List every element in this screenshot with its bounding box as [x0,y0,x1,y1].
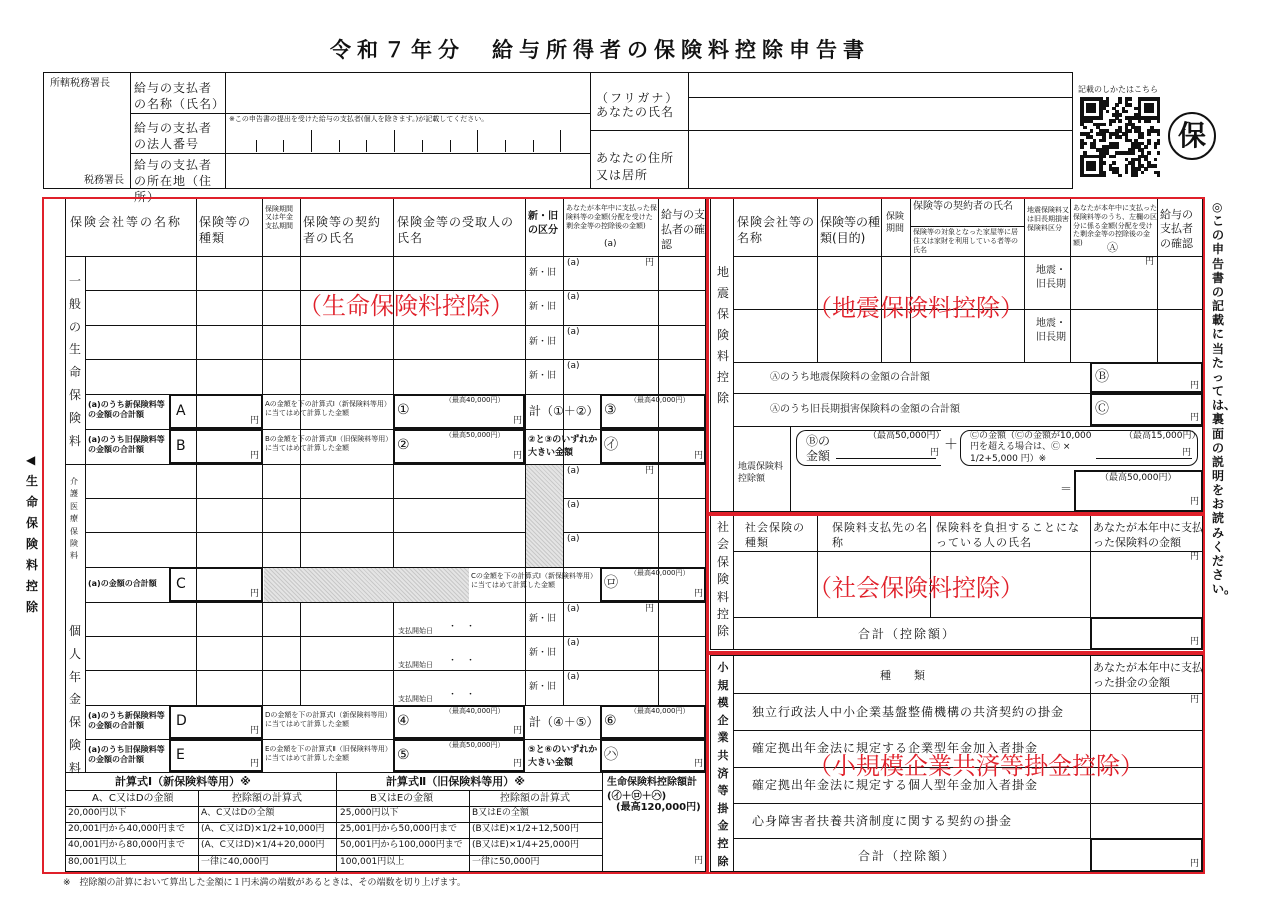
calc-E-label: Eの金額を下の計算式Ⅱ（旧保険料等用）に当てはめて計算した金額 [265,745,392,763]
footnote: ※ 控除額の計算において算出した金額に１円未満の端数があるときは、その端数を切り上げます。 [63,878,466,888]
qr-code-icon[interactable] [1080,97,1160,177]
mark-ro: ㋺ [604,575,618,591]
formula-cell: (B又はE)×1/2+12,500円 [472,824,579,834]
payer-note: ※この申告書の提出を受けた給与の支払者(個人を除きます。)が記載してください。 [229,115,489,123]
mark-3: ③ [604,402,617,418]
small-kind-row: 心身障害者扶養共済制度に関する契約の掛金 [752,814,1013,828]
max-note: （最高50,000円） [868,431,945,441]
life-total-label: 生命保険料控除額計(㋑＋㋺＋㋩) [607,777,697,802]
yen: 円 [513,451,523,461]
formula-1-col-a: A、C又はDの金額 [92,793,174,804]
formula-cell: (B又はE)×1/4+25,000円 [472,840,579,850]
plus-sign: ＋ [944,437,958,453]
a-mark: (a) [567,638,580,648]
max-note: （最高15,000円） [1124,431,1201,441]
newold-select[interactable]: 新・旧 [529,302,557,312]
q-col-name: 保険等の契約者の氏名 [913,201,1013,212]
red-label-small: （小規模企業共済等掛金控除） [808,752,1144,780]
q-c-calc-label: Ⓒの金額（Ⓒの金額が10,000円を超える場合は、Ⓒ × 1/2+5,000 円）※ [970,431,1092,464]
mark-i: ㋑ [604,437,618,453]
a-mark: (a) [567,292,580,302]
your-address-label: あなたの住所又は居所 [596,151,675,182]
formula-cell: 50,001円から100,000円まで [340,840,463,850]
mark-B: B [176,438,186,454]
calc-D-label: Dの金額を下の計算式Ⅰ（新保険料等用）に当てはめて計算した金額 [265,711,392,729]
payer-address-label: 給与の支払者の所在地（住所） [134,158,213,205]
max-note: （最高40,000円） [630,396,690,404]
max-note: （最高50,000円） [445,741,505,749]
newold-select[interactable]: 新・旧 [529,371,557,381]
mark-2: ② [397,437,410,453]
general-label: 一般の生命保険料 [68,274,81,448]
yen: 円 [250,451,260,461]
q-col-period: 保険期間 [886,212,905,234]
a-mark: (a) [567,672,580,682]
payer-name-label: 給与の支払者の名称（氏名） [134,81,226,112]
bigger-5-6-label: ⑤と⑥のいずれか大きい金額 [528,745,598,769]
yen: 円 [645,604,655,614]
yen: 円 [250,416,260,426]
pension-label: 個人年金保険料 [68,624,81,775]
formula-cell: 100,001円以上 [340,857,405,867]
formula-cell: 25,000円以下 [340,808,399,818]
a-mark: (a) [567,466,580,476]
small-kind-row: 確定拠出年金法に規定する個人型年金加入者掛金 [752,778,1039,792]
yen: 円 [694,451,704,461]
col-confirm: 給与の支払者の確認 [661,208,705,251]
a-mark: (a) [567,258,580,268]
q-col-amount-mark: Ⓐ [1107,241,1118,254]
bigger-2-3-label: ②と③のいずれか大きい金額 [528,435,598,459]
col-company: 保険会社等の名称 [70,215,183,229]
max-note: （最高40,000円） [445,707,505,715]
tax-office-label: 所轄税務署長 [50,78,110,89]
a-mark: (a) [567,534,580,544]
a-new-label-2: (a)のうち新保険料等の金額の合計額 [88,711,165,731]
yen: 円 [694,589,704,599]
formula-cell: 40,001円から80,000円まで [68,840,185,850]
tax-office-suffix: 税務署長 [84,175,124,186]
mark-1: ① [397,402,410,418]
page-title: 令和７年分 給与所得者の保険料控除申告書 [330,38,870,62]
max-note: （最高40,000円） [630,707,690,715]
yen: 円 [250,589,260,599]
col-contractor: 保険等の契約者の氏名 [303,215,382,246]
date-dots: ・ ・ [448,690,476,700]
small-label: 小規模企業共済等掛金控除 [717,661,729,868]
medical-label: 介護医療保険料 [70,477,78,561]
q-sum-B-label: Ⓐのうち地震保険料の金額の合計額 [770,372,930,383]
yen: 円 [250,726,260,736]
max-note: （最高50,000円） [445,431,505,439]
stamp-icon: 保 [1168,112,1216,160]
mark-B-circle: Ⓑ [1095,369,1109,385]
mark-5: ⑤ [397,747,410,763]
q-col-type: 保険等の種類(目的) [820,215,881,246]
your-name-label: あなたの氏名 [596,105,675,119]
red-label-social: （社会保険料控除） [808,574,1024,602]
red-label-quake: （地震保険料控除） [808,294,1024,322]
social-label: 社会保険料控除 [716,520,729,639]
q-b-amount-label: Ⓑの金額 [806,434,831,463]
yen: 円 [513,759,523,769]
a-new-label: (a)のうち新保険料等の金額の合計額 [88,400,165,420]
pay-start-label: 支払開始日 [398,627,433,635]
furigana-label: （フリガナ） [596,91,680,105]
q-col-company: 保険会社等の名称 [737,215,816,246]
yen: 円 [645,466,655,476]
formula-cell: (A、C又はD)×1/2+10,000円 [201,824,325,834]
corp-no-boxes[interactable] [228,130,588,152]
yen: 円 [930,448,940,458]
mark-D: D [176,713,187,729]
q-col-kind: 地震保険料又は旧長期損害保険料区分 [1027,206,1069,233]
sum-4-5-label: 計（④＋⑤） [529,715,599,729]
yen: 円 [1190,552,1200,562]
formula-2-col-a: B又はEの金額 [370,793,434,804]
q-col-amount: あなたが本年中に支払った保険料等のうち、左欄の区分に係る金額(分配を受けた剰余金等の控除後の金額) [1073,204,1157,247]
formula-cell: 25,001円から50,000円まで [340,824,457,834]
mark-C-circle: Ⓒ [1095,401,1109,417]
small-kind-row: 確定拠出年金法に規定する企業型年金加入者掛金 [752,741,1039,755]
qr-label: 記載のしかたはこちら [1078,85,1158,94]
a-mark: (a) [567,327,580,337]
yen: 円 [1145,257,1155,267]
sm-col-amount: あなたが本年中に支払った掛金の金額 [1093,661,1203,689]
newold-select[interactable]: 新・旧 [529,682,557,692]
s-col-amount: あなたが本年中に支払った保険料の金額 [1093,521,1203,549]
col-recipient: 保険金等の受取人の氏名 [397,215,515,246]
formula-2-col-b: 控除額の計算式 [500,793,570,804]
yen: 円 [1190,413,1200,423]
pay-start-label: 支払開始日 [398,661,433,669]
formula-cell: A、C又はDの全額 [201,808,275,818]
life-total-max: (最高120,000円) [616,802,701,813]
life-section-label: ◀生命保険料控除 [26,453,39,614]
s-total-label: 合計（控除額） [858,627,957,641]
yen: 円 [513,726,523,736]
mark-C: C [176,576,186,592]
calc-C-label: Cの金額を下の計算式Ⅰ（新保険料等用）に当てはめて計算した金額 [471,572,597,590]
max-note: （最高40,000円） [630,569,690,577]
s-col-payer: 保険料を負担することになっている人の氏名 [936,521,1080,549]
a-mark: (a) [567,361,580,371]
date-dots: ・ ・ [448,622,476,632]
formula-cell: (A、C又はD)×1/4+20,000円 [201,840,325,850]
a-old-label: (a)のうち旧保険料等の金額の合計額 [88,435,165,455]
newold-select[interactable]: 新・旧 [529,614,557,624]
yen: 円 [250,759,260,769]
side-note: ◎この申告書の記載に当たっては、裏面の説明をお読みください。 [1212,200,1237,597]
calc-A-label: Aの金額を下の計算式Ⅰ（新保険料等用）に当てはめて計算した金額 [265,400,391,418]
red-box-quake [707,197,1205,514]
small-kind-row: 独立行政法人中小企業基盤整備機構の共済契約の掛金 [752,705,1065,719]
red-label-life: （生命保険料控除） [298,292,514,320]
formula-cell: B又はEの全額 [472,808,529,818]
sm-total-label: 合計（控除額） [858,849,957,863]
a-total-label: (a)の金額の合計額 [88,579,157,588]
date-dots: ・ ・ [448,656,476,666]
col-newold: 新・旧の区分 [528,211,558,236]
formula-2-header: 計算式Ⅱ（旧保険料等用）※ [386,775,525,788]
a-mark: (a) [567,604,580,614]
sm-col-kind: 種 類 [880,669,931,682]
max-note: （最高50,000円） [1100,473,1177,483]
newold-select[interactable]: 新・旧 [529,648,557,658]
formula-cell: 一律に40,000円 [201,857,269,867]
mark-ha: ㋩ [604,747,618,763]
a-old-label-2: (a)のうち旧保険料等の金額の合計額 [88,745,165,765]
yen: 円 [513,416,523,426]
formula-cell: 20,001円から40,000円まで [68,824,185,834]
s-col-payee: 保険料支払先の名称 [832,521,928,549]
newold-select[interactable]: 新・旧 [529,268,557,278]
col-period: 保険期間又は年金支払期間 [265,205,293,230]
calc-B-label: Bの金額を下の計算式Ⅱ（旧保険料等用）に当てはめて計算した金額 [265,435,393,453]
mark-E: E [176,747,185,763]
max-note: （最高40,000円） [445,396,505,404]
yen: 円 [1190,637,1200,647]
equals-sign: ＝ [1060,482,1073,496]
formula-cell: 20,000円以下 [68,808,127,818]
sum-1-2-label: 計（①＋②） [529,404,599,418]
q-col-confirm: 給与の支払者の確認 [1160,208,1193,250]
q-deduction-label: 地震保険料控除額 [738,462,784,485]
formula-1-col-b: 控除額の計算式 [232,793,302,804]
mark-4: ④ [397,713,410,729]
yen: 円 [694,759,704,769]
yen: 円 [1190,497,1200,507]
formula-1-header: 計算式Ⅰ（新保険料等用）※ [115,775,251,788]
col-type: 保険等の種類 [199,215,252,246]
pay-start-label: 支払開始日 [398,695,433,703]
payer-corp-no-label: 給与の支払者の法人番号 [134,121,213,152]
mark-6: ⑥ [604,713,617,729]
formula-cell: 一律に50,000円 [472,857,540,867]
yen: 円 [1190,381,1200,391]
col-amount-mark: (a) [604,239,617,249]
q-kind-2[interactable]: 地震・旧長期 [1036,318,1066,343]
quake-label: 地震保険料控除 [716,265,729,405]
q-sum-C-label: Ⓐのうち旧長期損害保険料の金額の合計額 [770,404,960,415]
q-col-name-sub: 保険等の対象となった家屋等に居住又は家財を利用している者等の氏名 [913,228,1018,255]
s-col-kind: 社会保険の種類 [745,521,805,549]
a-mark: (a) [567,500,580,510]
mark-A: A [176,403,186,419]
yen: 円 [694,856,704,866]
q-kind-1[interactable]: 地震・旧長期 [1036,265,1066,290]
yen: 円 [1190,859,1200,869]
newold-select[interactable]: 新・旧 [529,337,557,347]
yen: 円 [1190,695,1200,705]
col-amount: あなたが本年中に支払った保険料等の金額(分配を受けた剰余金等の控除後の金額) [566,204,657,230]
formula-cell: 80,001円以上 [68,857,127,867]
yen: 円 [1182,448,1192,458]
yen: 円 [645,258,655,268]
